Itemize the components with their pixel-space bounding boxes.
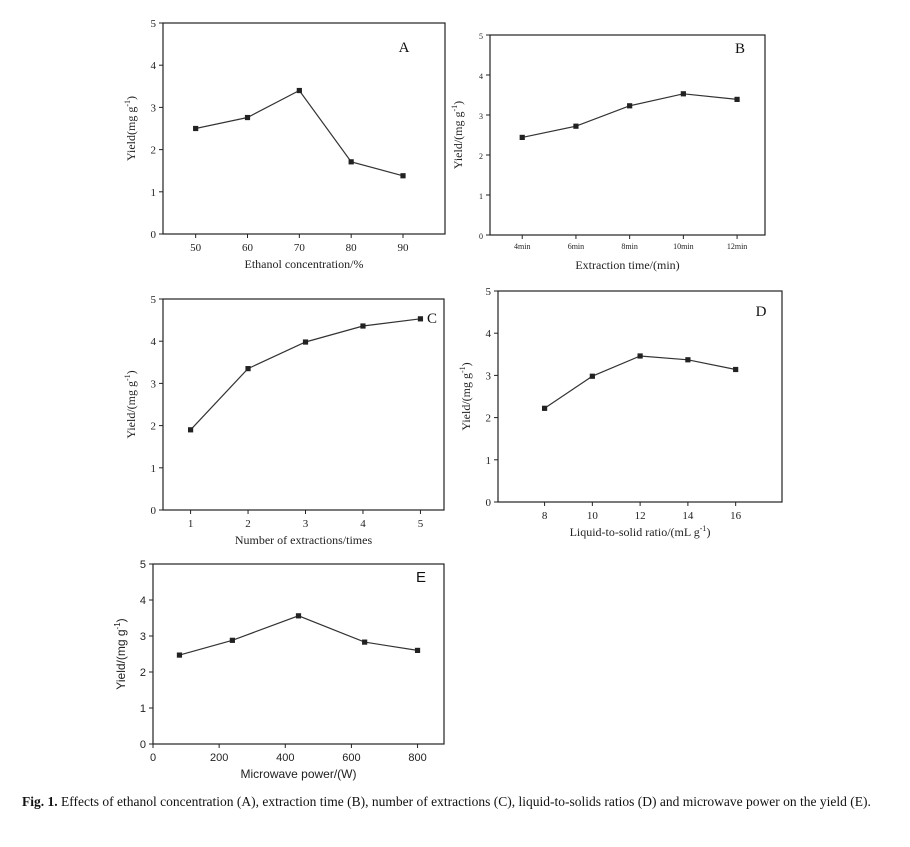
data-point [542, 406, 547, 411]
data-point [296, 613, 301, 618]
x-axis-label: Extraction time/(min) [575, 258, 680, 272]
x-tick-label: 600 [342, 752, 361, 764]
y-axis-label: Yield(mg $g^{-1}$) [123, 96, 138, 161]
data-point [177, 652, 182, 657]
data-point [520, 135, 525, 140]
y-tick-label: 1 [150, 186, 156, 199]
data-point [573, 124, 578, 129]
x-tick-label: 4min [514, 242, 531, 251]
x-tick-label: 80 [345, 242, 357, 254]
data-point [638, 353, 643, 358]
y-axis-label-sup: -1 [450, 104, 459, 112]
y-tick-label: 4 [150, 60, 156, 73]
series-line [180, 616, 418, 655]
y-tick-label: 3 [150, 102, 156, 115]
panel-label: C [426, 311, 438, 327]
series-line [191, 319, 421, 430]
x-tick-label: 800 [408, 752, 427, 764]
data-point [627, 103, 632, 108]
x-tick-label: 2 [245, 518, 251, 530]
panel-d [458, 286, 782, 539]
data-point [590, 374, 595, 379]
y-tick-label: 2 [485, 412, 491, 425]
x-tick-label: 50 [190, 242, 202, 254]
x-tick-label: 60 [241, 242, 253, 254]
data-point [245, 366, 250, 371]
x-tick-label: 4 [360, 518, 366, 530]
caption-text: Effects of ethanol concentration (A), extraction time (B), number of extractions (C), liquid-to-solids ratios (D) and microwave power on the yield (E). [57, 794, 871, 809]
y-tick-label: 4 [139, 595, 146, 607]
plot-frame [498, 291, 782, 502]
data-point [188, 427, 193, 432]
y-tick-label: 3 [150, 378, 156, 391]
y-tick-label: 3 [479, 112, 483, 121]
panel-label: D [755, 304, 767, 320]
x-tick-label: 12min [726, 242, 748, 251]
x-tick-label: 400 [276, 752, 295, 764]
y-tick-label: 0 [150, 505, 156, 517]
data-point [297, 88, 302, 93]
plot-frame [153, 564, 444, 744]
caption-label: Fig. 1. [22, 794, 58, 809]
x-tick-label: 3 [302, 518, 309, 530]
data-point [734, 97, 739, 102]
y-tick-label: 2 [150, 144, 156, 157]
x-axis-label: Number of extractions/times [234, 533, 373, 547]
data-point [415, 648, 420, 653]
y-axis-label-close: ) [451, 100, 465, 105]
y-axis-label-close: ) [124, 96, 138, 100]
y-tick-label: 0 [150, 229, 156, 241]
y-tick-label: 4 [150, 336, 156, 349]
y-tick-label: 1 [479, 192, 483, 201]
data-point [360, 323, 365, 328]
y-tick-label: 1 [139, 703, 146, 715]
panel-label: E [415, 569, 427, 586]
data-point [418, 316, 423, 321]
y-tick-label: 4 [479, 72, 483, 81]
y-tick-label: 5 [485, 286, 491, 298]
x-tick-label: 12 [634, 510, 646, 522]
series-line [545, 356, 736, 408]
y-axis-label: Yield/(mg $g^{-1}$) [123, 370, 138, 439]
y-axis-label-close: ) [124, 370, 138, 375]
x-tick-label: 14 [682, 510, 694, 522]
data-point [230, 638, 235, 643]
y-axis-label-close: ) [459, 362, 473, 367]
y-tick-label: 0 [485, 497, 491, 509]
data-point [193, 126, 198, 131]
panel-label: B [734, 41, 746, 57]
data-point [681, 91, 686, 96]
data-point [245, 115, 250, 120]
series-line [196, 91, 403, 176]
y-tick-label: 5 [150, 294, 156, 306]
x-tick-label: 1 [187, 518, 194, 530]
data-point [733, 367, 738, 372]
x-axis-label-sup: -1 [699, 524, 707, 533]
panel-b [450, 32, 765, 272]
panel-e [113, 559, 444, 781]
y-tick-label: 3 [485, 370, 491, 383]
figure-caption [22, 793, 892, 810]
y-axis-label: Yield/(mg $g^{-1}$) [450, 100, 465, 170]
y-tick-label: 2 [139, 667, 146, 679]
x-tick-label: 200 [209, 752, 229, 764]
x-axis-label: Ethanol concentration/% [244, 257, 364, 271]
panel-label: A [398, 40, 410, 56]
y-tick-label: 0 [479, 232, 483, 241]
x-tick-label: 5 [417, 518, 424, 530]
y-axis-label-sup: -1 [123, 100, 132, 107]
y-tick-label: 1 [485, 454, 491, 467]
x-tick-label: 8 [541, 510, 548, 522]
data-point [362, 640, 367, 645]
x-tick-label: 6min [567, 242, 585, 251]
y-tick-label: 2 [150, 420, 156, 433]
x-tick-label: 10 [586, 510, 598, 522]
y-axis-label-sup: -1 [123, 374, 132, 381]
x-tick-label: 90 [397, 242, 409, 254]
x-tick-label: 70 [293, 242, 305, 254]
data-point [400, 173, 405, 178]
panel-a [123, 18, 445, 271]
data-point [349, 159, 354, 164]
x-tick-label: 10min [673, 242, 694, 251]
x-tick-label: 0 [149, 752, 157, 764]
y-tick-label: 5 [150, 18, 156, 30]
x-axis-label: Liquid-to-solid ratio/(mL $g^{-1}$) [569, 524, 711, 539]
data-point [303, 339, 308, 344]
data-point [685, 357, 690, 362]
y-tick-label: 1 [150, 462, 156, 475]
y-axis-label: Yield/(mg $g^{-1}$) [458, 362, 473, 431]
y-tick-label: 0 [139, 739, 146, 751]
y-tick-label: 5 [139, 559, 146, 571]
y-axis-label-sup: -1 [113, 622, 122, 630]
y-axis-label: Yield/(mg $g^{-1}$) [113, 618, 128, 690]
y-tick-label: 3 [139, 631, 146, 643]
series-line [522, 94, 737, 138]
plot-frame [163, 299, 444, 510]
y-tick-label: 5 [479, 32, 483, 41]
x-tick-label: 8min [621, 242, 638, 251]
y-axis-label-close: ) [114, 618, 128, 623]
y-tick-label: 4 [485, 328, 491, 341]
x-axis-label-close: ) [706, 525, 711, 539]
x-tick-label: 16 [730, 510, 742, 522]
panel-c [123, 294, 444, 547]
y-tick-label: 2 [479, 152, 483, 161]
x-axis-label: Microwave power/(W) [240, 767, 357, 781]
y-axis-label-sup: -1 [458, 366, 467, 373]
